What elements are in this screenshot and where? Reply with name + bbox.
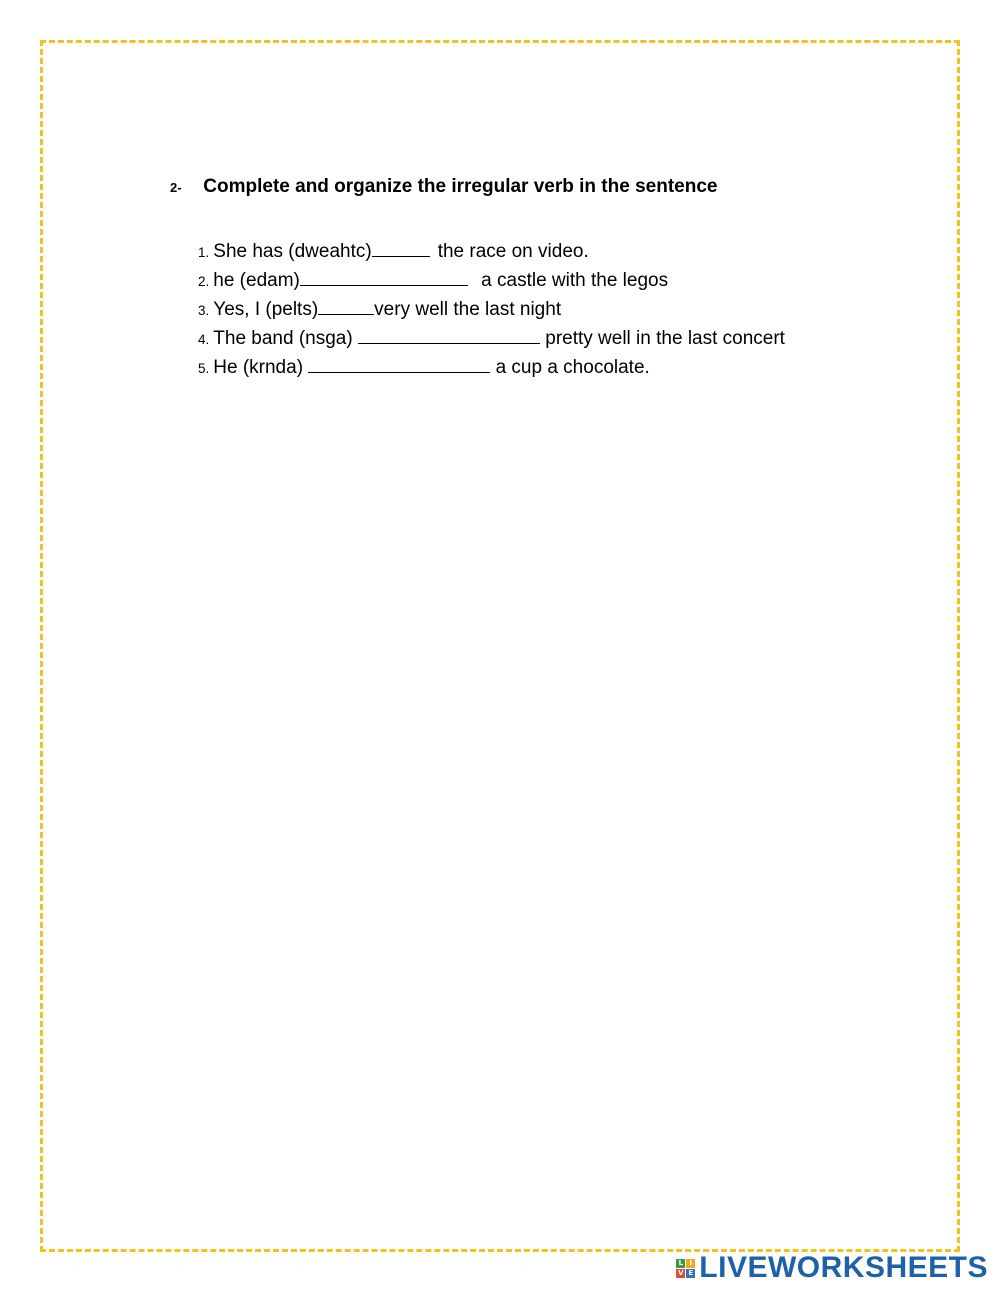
item-text-after: a cup a chocolate. [490,357,650,378]
item-text-after: the race on video. [437,241,589,262]
question-number: 2- [170,180,182,195]
exercise-list [198,240,785,385]
logo-tiles-icon [676,1259,695,1278]
logo-tile: E [686,1269,695,1278]
exercise-item [198,269,785,298]
item-text-before: The band (nsga) [213,328,358,349]
exercise-item [198,356,785,385]
item-text-before: He (krnda) [213,357,309,378]
exercise-item [198,240,785,269]
logo-tile: L [676,1259,685,1268]
item-number: 4. [198,332,210,347]
item-text-after: pretty well in the last concert [539,328,785,349]
item-number: 2. [198,274,210,289]
logo-tile: V [678,1268,684,1277]
item-text-before: Yes, I (pelts) [213,299,319,320]
answer-blank[interactable] [300,269,468,286]
question-heading [170,176,717,198]
item-number: 5. [198,361,210,376]
item-text-after: a castle with the legos [475,270,669,291]
liveworksheets-logo [676,1251,988,1284]
answer-blank[interactable] [372,240,430,257]
answer-blank[interactable] [308,356,490,373]
exercise-item [198,298,785,327]
page-border [40,40,960,1252]
item-number: 3. [198,303,210,318]
item-text-before: he (edam) [213,270,300,291]
answer-blank[interactable] [318,298,374,315]
item-text-before: She has (dweahtc) [213,241,372,262]
logo-tile: I [686,1259,695,1268]
item-number: 1. [198,245,210,260]
answer-blank[interactable] [358,327,540,344]
item-text-after: very well the last night [374,299,562,320]
logo-text: LIVEWORKSHEETS [699,1251,988,1284]
question-title: Complete and organize the irregular verb in the sentence [203,176,718,197]
exercise-item [198,327,785,356]
